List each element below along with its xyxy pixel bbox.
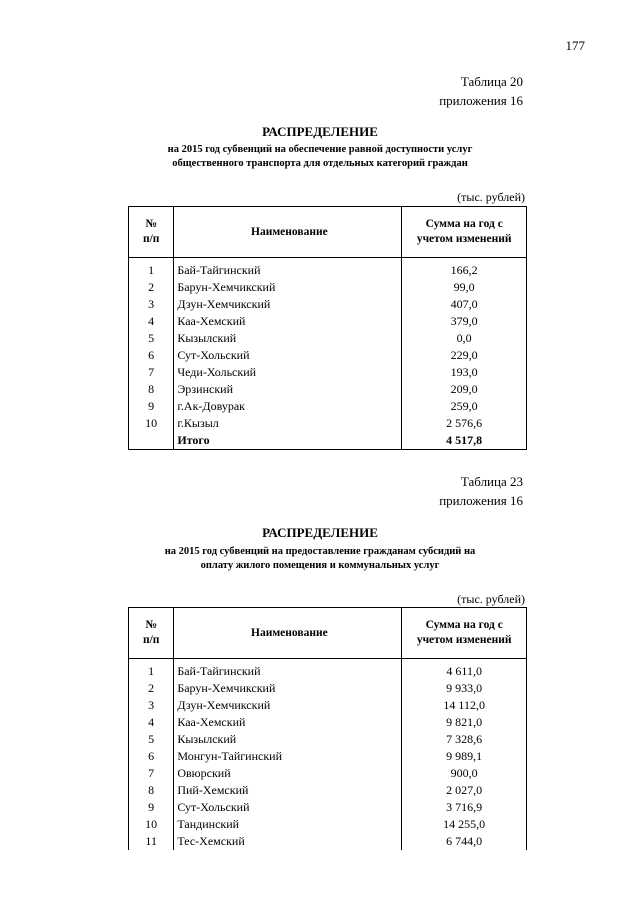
row-amount: 2 027,0 [402, 782, 527, 799]
table-row [129, 748, 527, 765]
table-row [129, 680, 527, 697]
row-number: 6 [129, 748, 174, 765]
row-number: 10 [129, 816, 174, 833]
table-ref-line2: приложения 16 [439, 493, 523, 508]
header-amount-label: Сумма на год с учетом изменений [416, 218, 512, 245]
header-name-label: Наименование [251, 225, 328, 238]
distribution-table-housing [128, 607, 527, 850]
row-name: Пий-Хемский [174, 782, 402, 799]
table-ref-line1: Таблица 20 [460, 74, 523, 89]
header-num-label: № п/п [142, 218, 160, 245]
row-name: Кызылский [174, 731, 402, 748]
row-name: Тандинский [174, 816, 402, 833]
table-header-row [129, 207, 527, 258]
table-ref-line2: приложения 16 [439, 93, 523, 108]
row-number: 8 [129, 381, 174, 398]
row-amount: 229,0 [402, 347, 527, 364]
table-reference [439, 472, 523, 510]
header-num [129, 608, 174, 659]
subtitle-line1: на 2015 год субвенций на обеспечение равной доступности услуг [167, 144, 473, 155]
section-subtitle [0, 545, 640, 573]
page-number: 177 [565, 38, 585, 53]
subtitle-line2: общественного транспорта для отдельных категорий граждан [172, 158, 468, 169]
row-name: г.Кызыл [174, 415, 402, 432]
table-row [129, 799, 527, 816]
table-row [129, 816, 527, 833]
row-amount: 2 576,6 [402, 415, 527, 432]
subtitle-line1: на 2015 год субвенций на предоставление гражданам субсидий на [164, 546, 476, 557]
row-number: 7 [129, 765, 174, 782]
table-row [129, 398, 527, 415]
row-number: 3 [129, 697, 174, 714]
table-row [129, 296, 527, 313]
units-label: (тыс. рублей) [457, 592, 525, 606]
table-row [129, 659, 527, 681]
header-num [129, 207, 174, 258]
row-amount: 209,0 [402, 381, 527, 398]
row-name: Бай-Тайгинский [174, 258, 402, 280]
table-reference [439, 72, 523, 110]
row-number: 7 [129, 364, 174, 381]
row-name: Бай-Тайгинский [174, 659, 402, 681]
row-number: 1 [129, 258, 174, 280]
row-name: Сут-Хольский [174, 799, 402, 816]
row-amount: 9 989,1 [402, 748, 527, 765]
section-subtitle [0, 143, 640, 171]
table-row [129, 279, 527, 296]
row-number: 9 [129, 398, 174, 415]
table-row [129, 415, 527, 432]
header-name-label: Наименование [251, 626, 328, 639]
row-number: 8 [129, 782, 174, 799]
row-name: Монгун-Тайгинский [174, 748, 402, 765]
header-num-label: № п/п [142, 619, 160, 646]
table-row [129, 765, 527, 782]
header-amount-label: Сумма на год с учетом изменений [416, 619, 512, 646]
row-name: Барун-Хемчикский [174, 680, 402, 697]
row-name: Итого [174, 432, 402, 450]
row-amount: 259,0 [402, 398, 527, 415]
row-name: Тес-Хемский [174, 833, 402, 850]
table-row [129, 833, 527, 850]
row-amount: 0,0 [402, 330, 527, 347]
row-name: Эрзинский [174, 381, 402, 398]
table-ref-line1: Таблица 23 [460, 474, 523, 489]
row-number: 3 [129, 296, 174, 313]
table-total-row [129, 432, 527, 450]
row-amount: 4 517,8 [402, 432, 527, 450]
row-amount: 9 933,0 [402, 680, 527, 697]
row-name: г.Ак-Довурак [174, 398, 402, 415]
table-row [129, 381, 527, 398]
row-number [129, 432, 174, 450]
row-amount: 9 821,0 [402, 714, 527, 731]
row-amount: 193,0 [402, 364, 527, 381]
section-title: РАСПРЕДЕЛЕНИЕ [262, 124, 378, 139]
row-number: 1 [129, 659, 174, 681]
row-number: 2 [129, 279, 174, 296]
header-amount [402, 207, 527, 258]
row-number: 6 [129, 347, 174, 364]
row-name: Дзун-Хемчикский [174, 697, 402, 714]
row-name: Овюрский [174, 765, 402, 782]
row-amount: 379,0 [402, 313, 527, 330]
row-number: 4 [129, 714, 174, 731]
row-number: 5 [129, 330, 174, 347]
row-number: 10 [129, 415, 174, 432]
units-label: (тыс. рублей) [457, 190, 525, 204]
table-row [129, 782, 527, 799]
row-name: Барун-Хемчикский [174, 279, 402, 296]
row-amount: 7 328,6 [402, 731, 527, 748]
row-amount: 6 744,0 [402, 833, 527, 850]
row-amount: 900,0 [402, 765, 527, 782]
row-name: Чеди-Хольский [174, 364, 402, 381]
row-number: 9 [129, 799, 174, 816]
row-amount: 407,0 [402, 296, 527, 313]
header-name [174, 207, 402, 258]
section-title: РАСПРЕДЕЛЕНИЕ [262, 525, 378, 540]
table-row [129, 313, 527, 330]
row-amount: 99,0 [402, 279, 527, 296]
header-name [174, 608, 402, 659]
row-amount: 166,2 [402, 258, 527, 280]
row-name: Дзун-Хемчикский [174, 296, 402, 313]
table-row [129, 731, 527, 748]
table-row [129, 258, 527, 280]
row-amount: 14 112,0 [402, 697, 527, 714]
header-amount [402, 608, 527, 659]
table-row [129, 697, 527, 714]
subtitle-line2: оплату жилого помещения и коммунальных услуг [200, 560, 440, 571]
row-number: 2 [129, 680, 174, 697]
table-row [129, 364, 527, 381]
row-number: 5 [129, 731, 174, 748]
table-header-row [129, 608, 527, 659]
row-number: 11 [129, 833, 174, 850]
row-amount: 3 716,9 [402, 799, 527, 816]
table-row [129, 330, 527, 347]
row-name: Каа-Хемский [174, 313, 402, 330]
row-amount: 14 255,0 [402, 816, 527, 833]
table-row [129, 347, 527, 364]
row-name: Каа-Хемский [174, 714, 402, 731]
table-row [129, 714, 527, 731]
row-number: 4 [129, 313, 174, 330]
distribution-table-transport [128, 206, 527, 450]
row-name: Кызылский [174, 330, 402, 347]
row-name: Сут-Хольский [174, 347, 402, 364]
row-amount: 4 611,0 [402, 659, 527, 681]
